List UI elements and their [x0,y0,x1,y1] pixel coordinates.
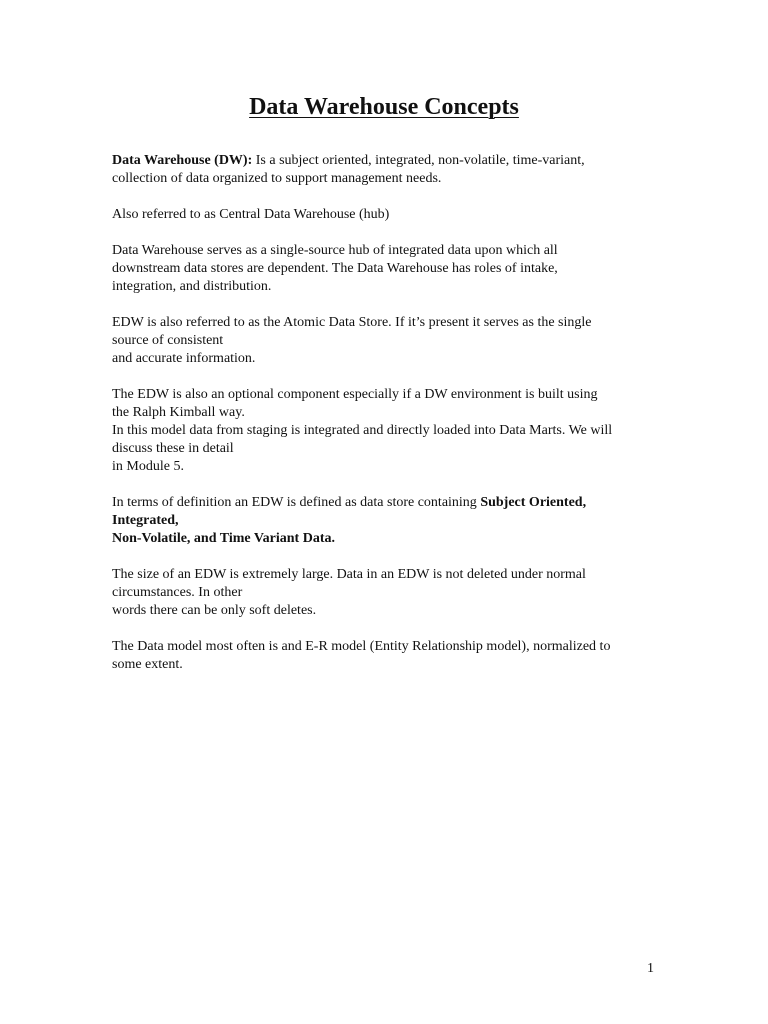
paragraph-line: integration, and distribution. [112,279,272,294]
document-body [112,152,672,692]
paragraph-line: Also referred to as Central Data Warehouse (hub) [112,207,390,222]
paragraph-line: Data Warehouse serves as a single-source hub of integrated data upon which all [112,243,558,258]
paragraph-line: the Ralph Kimball way. [112,405,245,420]
paragraph-line: In this model data from staging is integrated and directly loaded into Data Marts. We will [112,423,613,438]
paragraph-edw-size [112,566,672,620]
page-number: 1 [647,961,654,976]
paragraph-dw-definition [112,152,672,188]
paragraph-line: Non-Volatile, and Time Variant Data. [112,531,335,546]
paragraph-line: and accurate information. [112,351,256,366]
paragraph-also-referred [112,206,672,224]
definition-emphasis: Subject Oriented, [480,495,587,510]
paragraph-line: The EDW is also an optional component especially if a DW environment is built using [112,387,598,402]
paragraph-line: some extent. [112,657,183,672]
paragraph-line: words there can be only soft deletes. [112,603,317,618]
paragraph-line: in Module 5. [112,459,184,474]
paragraph-line [112,494,672,512]
paragraph-line: source of consistent [112,333,224,348]
paragraph-line: Integrated, [112,513,179,528]
term-definition: Is a subject oriented, integrated, non-volatile, time-variant, [252,153,585,168]
paragraph-line [112,152,672,170]
paragraph-single-source-hub [112,242,672,296]
document-title: Data Warehouse Concepts [249,94,519,120]
term-label: Data Warehouse (DW): [112,153,253,168]
paragraph-line: The size of an EDW is extremely large. Data in an EDW is not deleted under normal [112,567,586,582]
paragraph-line: discuss these in detail [112,441,234,456]
paragraph-data-model [112,638,672,674]
paragraph-atomic-data-store [112,314,672,368]
paragraph-line: The Data model most often is and E-R model (Entity Relationship model), normalized to [112,639,611,654]
paragraph-line: circumstances. In other [112,585,243,600]
paragraph-edw-definition [112,494,672,548]
definition-text: In terms of definition an EDW is defined as data store containing [112,495,481,510]
paragraph-line: downstream data stores are dependent. The Data Warehouse has roles of intake, [112,261,558,276]
paragraph-optional-component [112,386,672,476]
paragraph-line: EDW is also referred to as the Atomic Data Store. If it’s present it serves as the single [112,315,592,330]
paragraph-line: collection of data organized to support management needs. [112,171,442,186]
